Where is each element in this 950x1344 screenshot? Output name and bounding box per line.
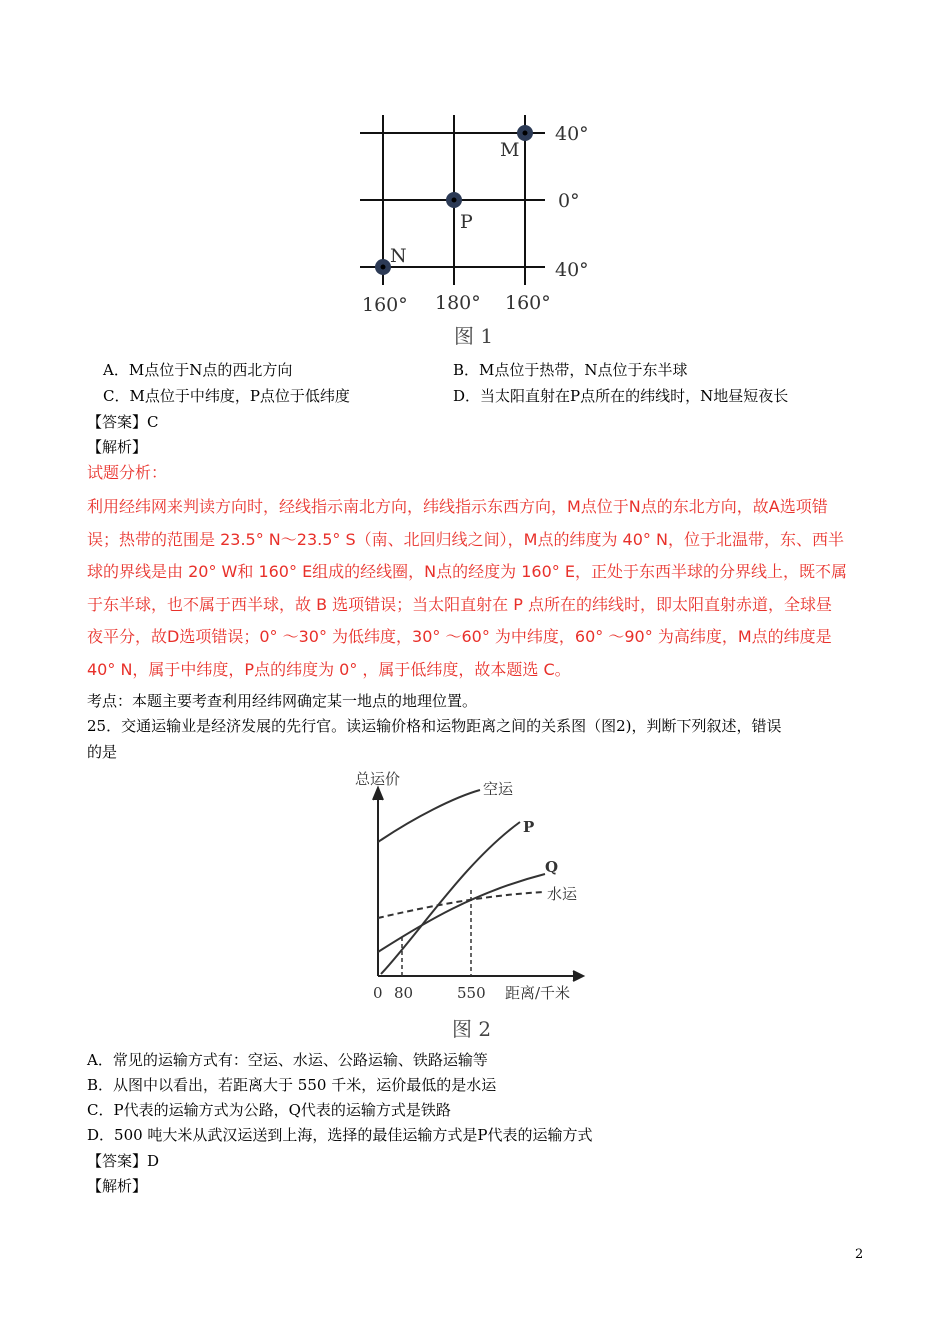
figure-2-chart xyxy=(345,762,605,1047)
tick-0: 0 xyxy=(373,984,383,1002)
x-axis-label: 距离/千米 xyxy=(505,984,571,1002)
figure-2-caption: 图 2 xyxy=(452,1017,492,1041)
x-axis-arrow xyxy=(573,971,583,981)
q25-stem-line-2: 的是 xyxy=(87,743,118,761)
q25-option-a: A．常见的运输方式有：空运、水运、公路运输、铁路运输等 xyxy=(87,1051,488,1069)
lon-label-160e: 160° xyxy=(362,294,408,316)
q24-option-d: D．当太阳直射在P点所在的纬线时，N地昼短夜长 xyxy=(453,387,789,405)
label-p: P xyxy=(523,818,535,836)
y-axis-label: 总运价 xyxy=(355,770,401,788)
q25-analysis-label: 【解析】 xyxy=(87,1177,148,1195)
q25-answer: 【答案】D xyxy=(87,1152,160,1170)
q24-analysis-line-2: 误；热带的范围是 23.5° N～23.5° S（南、北回归线之间），M点的纬度为 40° N，位于北温带，东、西半 xyxy=(87,530,844,549)
point-n xyxy=(375,259,391,275)
label-air: 空运 xyxy=(483,780,514,798)
q24-analysis-line-4: 于东半球，也不属于西半球，故 B 选项错误；当太阳直射在 P 点所在的纬线时，即太阳直射赤道，全球昼 xyxy=(87,595,832,614)
figure-1-grid xyxy=(350,110,610,350)
q24-analysis-line-1: 利用经纬网来判读方向时，经线指示南北方向，纬线指示东西方向，M点位于N点的东北方向，故A选项错 xyxy=(87,497,828,516)
q24-option-c: C．M点位于中纬度，P点位于低纬度 xyxy=(103,387,350,405)
q24-analysis-line-6: 40° N，属于中纬度，P点的纬度为 0° ，属于低纬度，故本题选 C。 xyxy=(87,660,571,679)
q25-stem-line-1: 25．交通运输业是经济发展的先行官。读运输价格和运物距离之间的关系图（图2)，判断下列叙述，错误 xyxy=(87,717,782,735)
q24-analysis-line-3: 球的界线是由 20° W和 160° E组成的经线圈，N点的经度为 160° E，正处于东西半球的分界线上，既不属 xyxy=(87,562,847,581)
y-axis-arrow xyxy=(373,788,383,800)
point-label-p: P xyxy=(460,211,473,233)
curve-air xyxy=(378,790,480,842)
tick-550: 550 xyxy=(457,984,486,1002)
q24-option-a: A．M点位于N点的西北方向 xyxy=(103,361,293,379)
point-p xyxy=(446,192,462,208)
q24-kaodian: 考点：本题主要考查利用经纬网确定某一地点的地理位置。 xyxy=(87,692,478,710)
lon-label-160w: 160° xyxy=(505,292,551,314)
q24-answer: 【答案】C xyxy=(87,413,159,431)
lat-label-40n: 40° xyxy=(555,123,589,145)
q25-option-d: D．500 吨大米从武汉运送到上海，选择的最佳运输方式是P代表的运输方式 xyxy=(87,1126,593,1144)
page-number: 2 xyxy=(855,1247,864,1262)
lon-label-180: 180° xyxy=(435,292,481,314)
figure-1-caption: 图 1 xyxy=(454,324,494,348)
q25-option-b: B．从图中以看出，若距离大于 550 千米，运价最低的是水运 xyxy=(87,1076,497,1094)
lat-label-40s: 40° xyxy=(555,259,589,281)
q25-option-c: C．P代表的运输方式为公路，Q代表的运输方式是铁路 xyxy=(87,1101,451,1119)
tick-80: 80 xyxy=(394,984,414,1002)
q24-option-b: B．M点位于热带，N点位于东半球 xyxy=(453,361,688,379)
label-water: 水运 xyxy=(547,885,578,903)
point-label-n: N xyxy=(390,245,407,267)
q24-analysis-line-5: 夜平分，故D选项错误；0° ～30° 为低纬度，30° ～60° 为中纬度，60° ～90° 为高纬度，M点的纬度是 xyxy=(87,627,832,646)
point-label-m: M xyxy=(500,139,520,161)
q24-analysis-label: 【解析】 xyxy=(87,438,148,456)
q24-analysis-title: 试题分析： xyxy=(87,463,168,482)
lat-label-0: 0° xyxy=(558,190,580,212)
label-q: Q xyxy=(545,858,559,876)
